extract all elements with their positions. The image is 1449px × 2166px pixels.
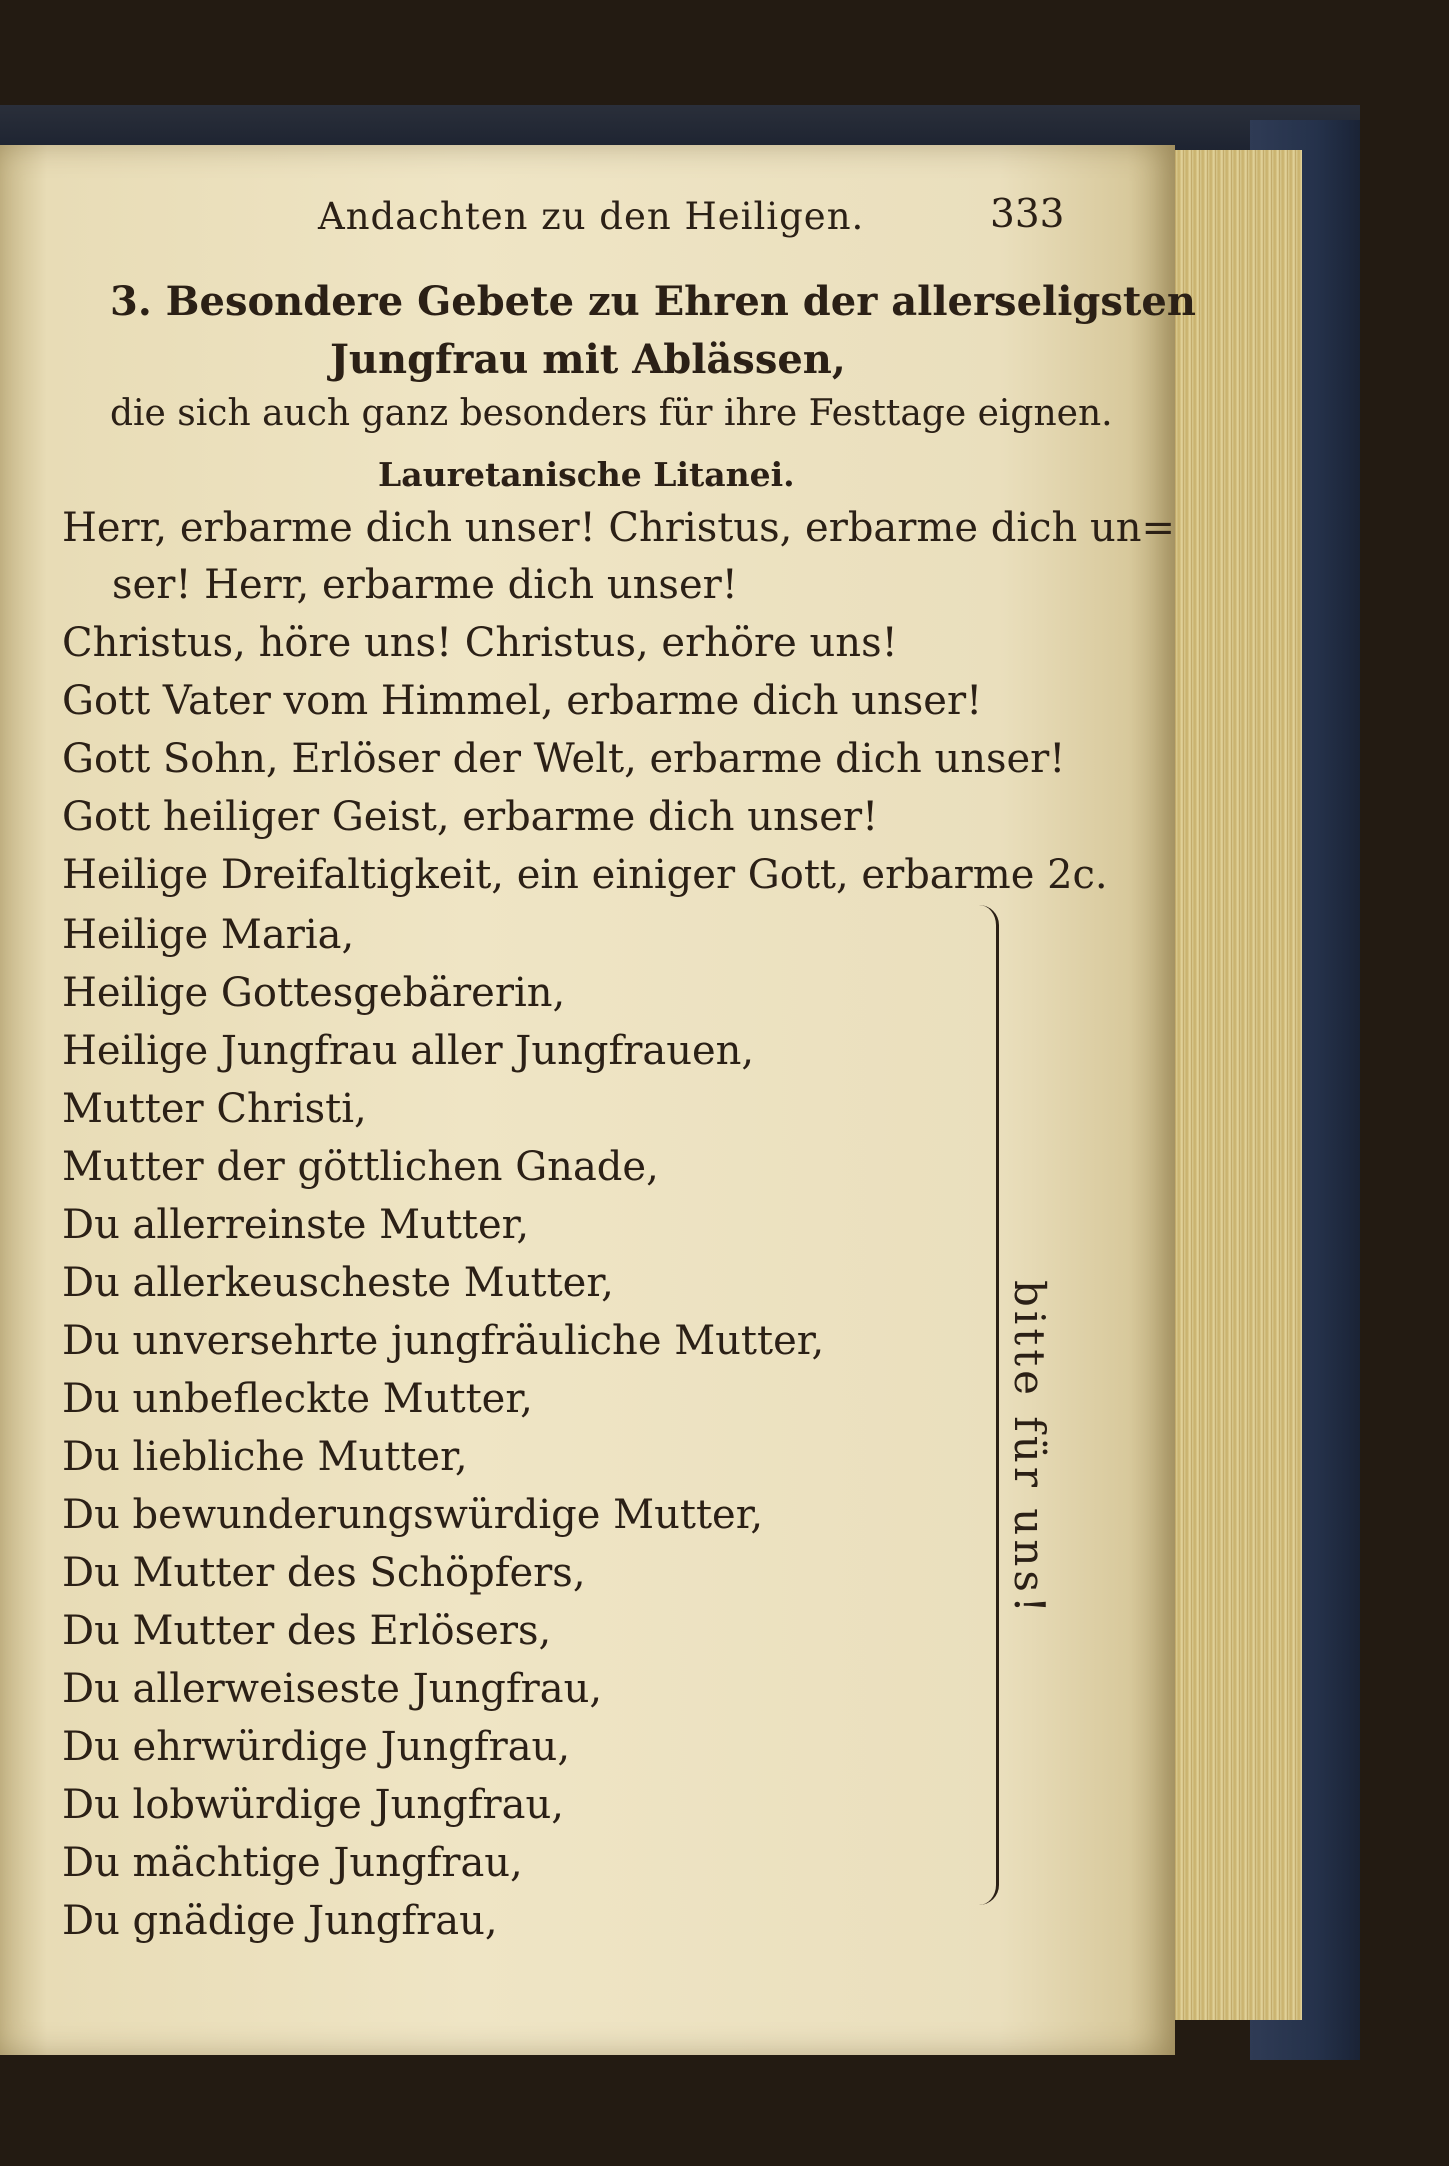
litany-line: Du Mutter des Erlösers, xyxy=(62,1608,552,1654)
litany-line: Gott Sohn, Erlöser der Welt, erbarme dich unser! xyxy=(62,736,1066,782)
litany-line: Du unversehrte jungfräuliche Mutter, xyxy=(62,1318,825,1364)
litany-line: Du Mutter des Schöpfers, xyxy=(62,1550,586,1596)
litany-line: Du mächtige Jungfrau, xyxy=(62,1840,523,1886)
litany-line: Herr, erbarme dich unser! Christus, erbarme dich un= xyxy=(62,505,1176,551)
litany-title: Lauretanische Litanei. xyxy=(378,455,795,494)
litany-line: Christus, höre uns! Christus, erhöre uns! xyxy=(62,620,898,666)
litany-line: Heilige Maria, xyxy=(62,912,355,958)
litany-line: Du ehrwürdige Jungfrau, xyxy=(62,1724,571,1770)
litany-line: Gott heiliger Geist, erbarme dich unser! xyxy=(62,794,879,840)
litany-line: Heilige Jungfrau aller Jungfrauen, xyxy=(62,1028,755,1074)
litany-line: Du allerreinste Mutter, xyxy=(62,1202,530,1248)
section-title-line1: 3. Besondere Gebete zu Ehren der allerseligsten xyxy=(110,278,1196,325)
litany-line: Mutter der göttlichen Gnade, xyxy=(62,1144,659,1190)
litany-line: Du allerkeuscheste Mutter, xyxy=(62,1260,614,1306)
litany-line: Heilige Dreifaltigkeit, ein einiger Gott, erbarme 2c. xyxy=(62,852,1108,898)
response-bracket xyxy=(978,905,999,1905)
litany-line: Du lobwürdige Jungfrau, xyxy=(62,1782,564,1828)
response-text: bitte für uns! xyxy=(1005,1280,1054,1617)
litany-line: Gott Vater vom Himmel, erbarme dich unser! xyxy=(62,678,983,724)
section-subtitle: die sich auch ganz besonders für ihre Festtage eignen. xyxy=(110,393,1113,434)
litany-line: Mutter Christi, xyxy=(62,1086,367,1132)
page-number: 333 xyxy=(990,192,1065,237)
litany-line: Du bewunderungswürdige Mutter, xyxy=(62,1492,764,1538)
litany-line: Du liebliche Mutter, xyxy=(62,1434,468,1480)
litany-line: ser! Herr, erbarme dich unser! xyxy=(112,562,738,608)
section-title-line2: Jungfrau mit Ablässen, xyxy=(330,336,846,383)
litany-line: Du unbefleckte Mutter, xyxy=(62,1376,533,1422)
running-header: Andachten zu den Heiligen. xyxy=(318,195,865,238)
litany-line: Heilige Gottesgebärerin, xyxy=(62,970,566,1016)
litany-line: Du gnädige Jungfrau, xyxy=(62,1898,498,1944)
litany-line: Du allerweiseste Jungfrau, xyxy=(62,1666,603,1712)
